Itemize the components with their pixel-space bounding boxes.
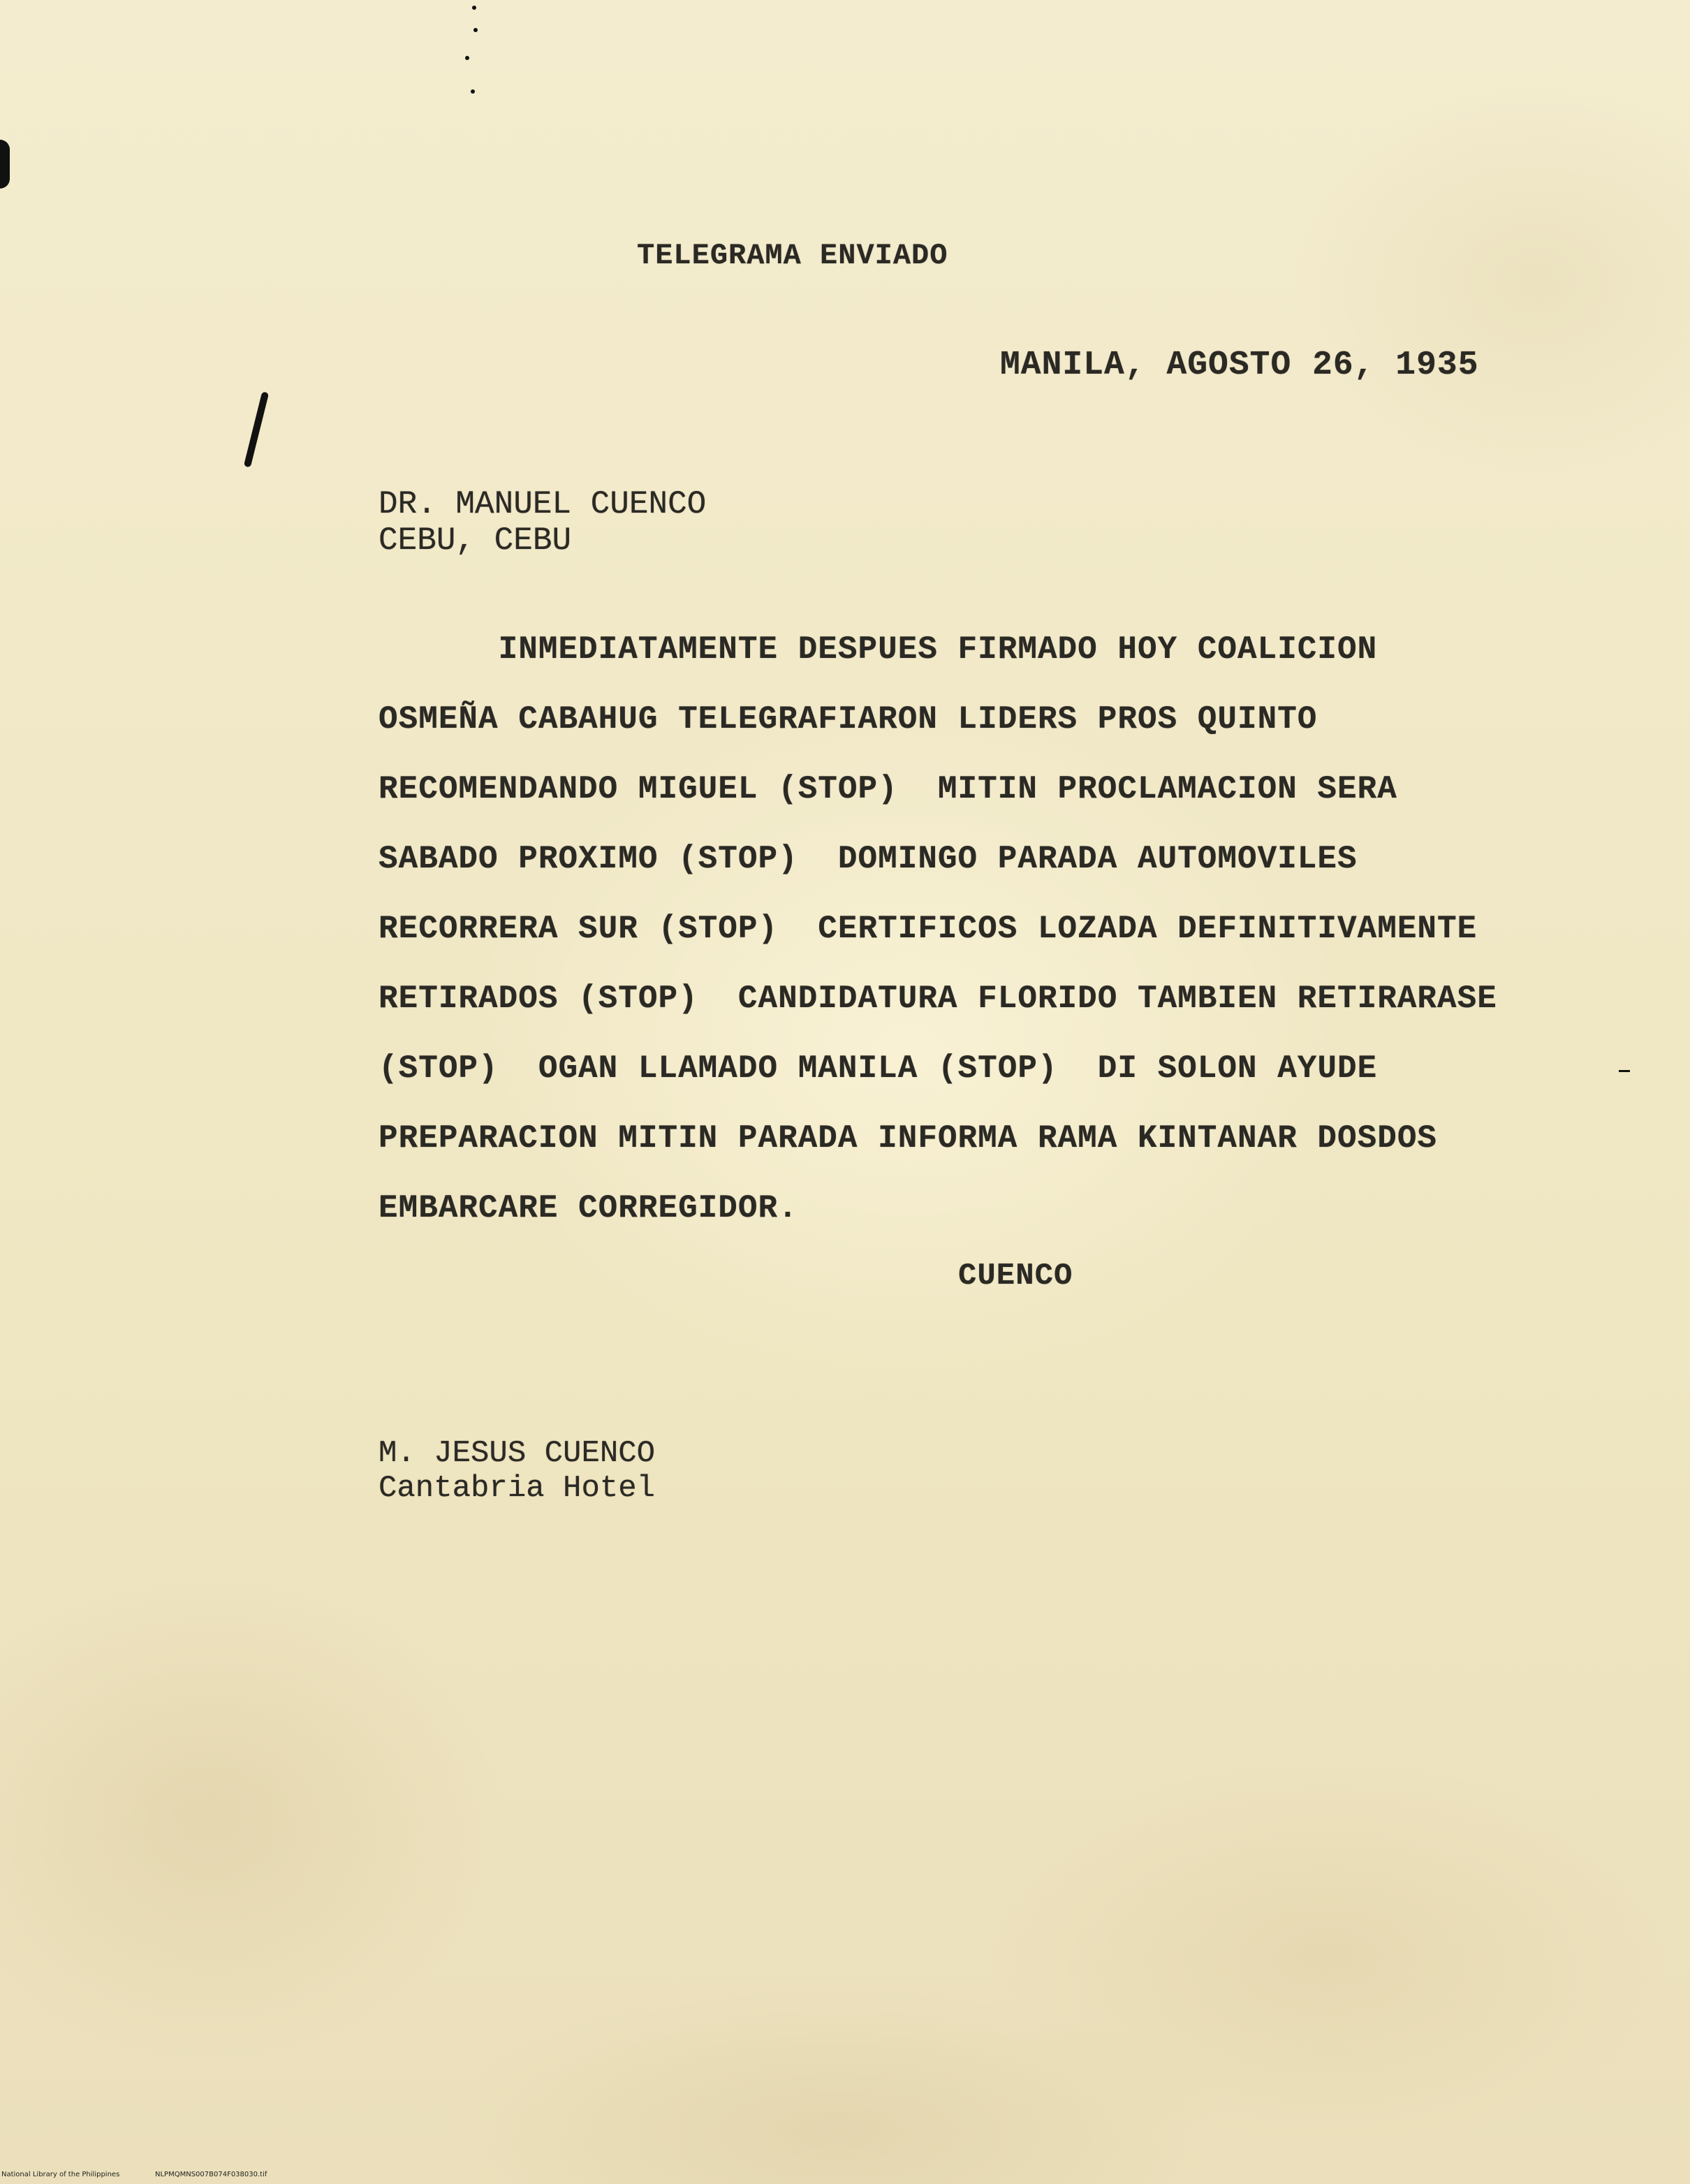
body-line: (STOP) OGAN LLAMADO MANILA (STOP) DI SOLON AYUDE <box>379 1050 1378 1087</box>
body-line: RETIRADOS (STOP) CANDIDATURA FLORIDO TAMBIEN RETIRARASE <box>379 981 1497 1017</box>
ink-mark-left-edge <box>0 140 10 189</box>
cc-place: Cantabria Hotel <box>379 1471 656 1506</box>
body-line: RECORRERA SUR (STOP) CERTIFICOS LOZADA DEFINITIVAMENTE <box>379 911 1478 947</box>
ink-mark-slash <box>244 391 269 467</box>
document-heading: TELEGRAMA ENVIADO <box>637 239 948 272</box>
body-line: RECOMENDANDO MIGUEL (STOP) MITIN PROCLAMACION SERA <box>379 771 1397 807</box>
body-line: OSMEÑA CABAHUG TELEGRAFIARON LIDERS PROS QUINTO <box>379 701 1318 738</box>
ink-dot-2 <box>473 28 478 32</box>
signature: CUENCO <box>958 1259 1073 1293</box>
footer-library: National Library of the Philippines <box>1 2171 120 2178</box>
body-line: INMEDIATAMENTE DESPUES FIRMADO HOY COALICION <box>379 631 1378 668</box>
body-line: SABADO PROXIMO (STOP) DOMINGO PARADA AUTOMOVILES <box>379 841 1358 877</box>
body-line: EMBARCARE CORREGIDOR. <box>379 1190 798 1226</box>
ink-dot-1 <box>472 6 476 10</box>
cc-name: M. JESUS CUENCO <box>379 1436 656 1471</box>
addressee-location: CEBU, CEBU <box>379 522 572 559</box>
footer-file-id: NLPMQMNS007B074F038030.tif <box>155 2171 267 2178</box>
body-line: PREPARACION MITIN PARADA INFORMA RAMA KINTANAR DOSDOS <box>379 1120 1438 1157</box>
dateline: MANILA, AGOSTO 26, 1935 <box>1000 346 1479 384</box>
ink-dot-4 <box>471 89 475 94</box>
addressee-name: DR. MANUEL CUENCO <box>379 486 707 522</box>
ink-dot-3 <box>465 56 469 60</box>
ink-dash-right <box>1619 1070 1630 1072</box>
